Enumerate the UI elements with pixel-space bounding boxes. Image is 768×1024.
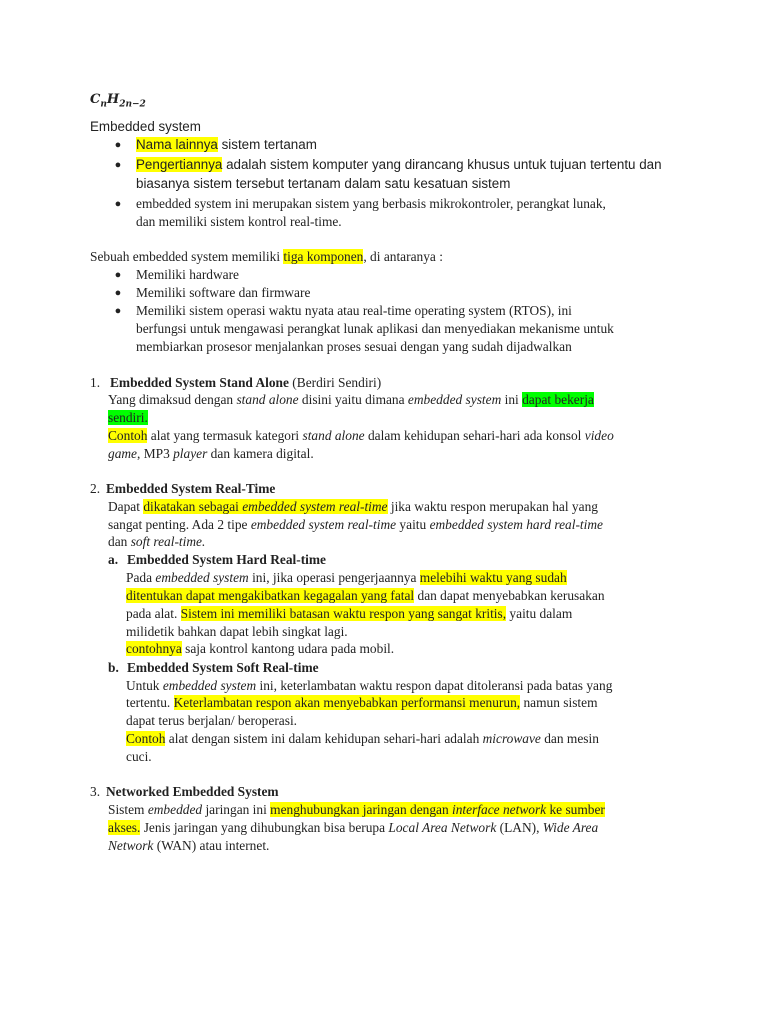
formula-h: H [106, 92, 120, 107]
section-3-number: 3. [90, 784, 101, 799]
highlight: melebihi waktu yang sudah [419, 570, 567, 585]
subsection-a-title: Embedded System Hard Real-time [127, 552, 326, 567]
text: dan mesin [540, 731, 599, 746]
italic: stand alone [236, 392, 299, 407]
text: , di antaranya : [363, 249, 443, 264]
text: yaitu [396, 517, 430, 532]
italic: stand alone [302, 428, 365, 443]
intro-bullet-2 [136, 156, 662, 174]
italic: embedded system [155, 570, 249, 585]
highlight: Sistem ini memiliki batasan waktu respon yang sangat kritis, [180, 606, 507, 621]
component-item-2: Memiliki software dan firmware [136, 285, 311, 300]
subsection-b-line-4 [126, 730, 599, 748]
subsection-a-line-1 [126, 569, 567, 587]
subsection-b-title: Embedded System Soft Real-time [127, 660, 319, 675]
text: dalam kehidupan sehari-hari ada konsol [364, 428, 585, 443]
section-2-title: Embedded System Real-Time [106, 481, 276, 496]
subsection-b-label: b. [108, 660, 119, 675]
text: Dapat [108, 499, 144, 514]
text: Jenis jaringan yang dihubungkan bisa berupa [140, 820, 389, 835]
intro-bullet-3-line-2: dan memiliki sistem kontrol real-time. [136, 214, 342, 229]
text: menghubungkan jaringan dengan [270, 802, 453, 817]
text: ke sumber [546, 802, 605, 817]
text: ini, keterlambatan waktu respon dapat ditoleransi pada batas yang [256, 678, 613, 693]
section-1-title [110, 374, 381, 392]
highlight: Nama lainnya [136, 137, 218, 152]
bullet-icon: ● [114, 159, 122, 171]
component-item-3-line-3: membiarkan prosesor menjalankan proses sesuai dengan yang sudah dijadwalkan [136, 339, 572, 354]
italic: Local Area Network [388, 820, 497, 835]
italic: game [108, 446, 138, 461]
subsection-a-label: a. [108, 552, 119, 567]
section-2-line-2 [108, 516, 603, 534]
text: Yang dimaksud dengan [108, 392, 237, 407]
text: (LAN), [496, 820, 543, 835]
highlight-green: dapat bekerja [522, 392, 594, 407]
subsection-b-line-3: dapat terus berjalan/ beroperasi. [126, 713, 298, 728]
bullet-icon: ● [114, 269, 122, 281]
text: disini yaitu dimana [298, 392, 408, 407]
subsection-a-line-5 [126, 640, 394, 658]
highlight: Contoh [108, 428, 148, 443]
text: , MP3 [137, 446, 174, 461]
subsection-b-line-2 [126, 694, 598, 712]
text: dan [108, 534, 131, 549]
italic: player [173, 446, 208, 461]
italic: embedded system [407, 392, 502, 407]
formula-c: C [90, 92, 101, 107]
text: ini, jika operasi pengerjaannya [248, 570, 420, 585]
highlight: ditentukan dapat mengakibatkan kegagalan yang fatal [126, 588, 415, 603]
text: adalah sistem komputer yang dirancang khusus untuk tujuan tertentu dan [222, 157, 662, 172]
subsection-b-line-5: cuci. [126, 749, 152, 764]
section-1-line-3 [108, 427, 614, 445]
section-2-number: 2. [90, 481, 101, 496]
text: Sebuah embedded system memiliki [90, 249, 284, 264]
section-1-line-2 [108, 409, 148, 427]
section-1-number: 1. [90, 375, 101, 390]
title-bold: Embedded System Stand Alone [110, 375, 289, 390]
bullet-icon: ● [114, 198, 122, 210]
intro-bullet-1 [136, 136, 317, 154]
text: dikatakan sebagai [143, 499, 243, 514]
text: ini [501, 392, 523, 407]
italic: embedded [147, 802, 203, 817]
text: saja kontrol kantong udara pada mobil. [181, 641, 395, 656]
subsection-a-line-3 [126, 605, 572, 623]
text: Pada [126, 570, 156, 585]
section-3-line-2 [108, 819, 598, 837]
italic: soft real-time. [130, 534, 206, 549]
text: tertentu. [126, 695, 174, 710]
bullet-icon: ● [114, 139, 122, 151]
highlight [270, 802, 605, 817]
components-lead [90, 248, 443, 266]
subsection-a-line-2 [126, 587, 605, 605]
section-3-line-1 [108, 801, 605, 819]
italic: embedded system real-time [242, 499, 388, 514]
text: pada alat. [126, 606, 181, 621]
text: dan kamera digital. [207, 446, 314, 461]
highlight: Keterlambatan respon akan menyebabkan performansi menurun, [173, 695, 521, 710]
section-3-title: Networked Embedded System [106, 784, 279, 799]
text: jaringan ini [202, 802, 271, 817]
highlight: contohnya [126, 641, 182, 656]
text: yaitu dalam [506, 606, 573, 621]
italic: interface network [452, 802, 547, 817]
section-heading: Embedded system [90, 119, 201, 134]
text: sistem tertanam [217, 137, 317, 152]
highlight: Pengertiannya [136, 157, 223, 172]
italic: embedded system hard real-time [429, 517, 603, 532]
component-item-3-line-2: berfungsi untuk mengawasi perangkat lunak aplikasi dan menyediakan mekanisme untuk [136, 321, 614, 336]
formula-sub: 2n−2 [119, 99, 146, 110]
italic: Wide Area [542, 820, 599, 835]
bullet-icon: ● [114, 305, 122, 317]
text: Sistem [108, 802, 148, 817]
section-2-line-1 [108, 498, 598, 516]
italic: microwave [482, 731, 541, 746]
highlight-green: sendiri. [108, 410, 148, 425]
section-3-line-3 [108, 837, 269, 855]
italic: embedded system [162, 678, 257, 693]
italic: Network [108, 838, 154, 853]
subsection-a-line-4: milidetik bahkan dapat lebih singkat lagi. [126, 624, 348, 639]
section-1-line-1 [108, 391, 594, 409]
section-1-line-4 [108, 445, 314, 463]
text: sangat penting. Ada 2 tipe [108, 517, 251, 532]
formula-n: n [100, 99, 107, 110]
section-2-line-3 [108, 533, 205, 551]
component-item-3: Memiliki sistem operasi waktu nyata atau real-time operating system (RTOS), ini [136, 303, 572, 318]
text: dan dapat menyebabkan kerusakan [414, 588, 605, 603]
subsection-b-line-1 [126, 677, 612, 695]
component-item-1: Memiliki hardware [136, 267, 239, 282]
text: alat dengan sistem ini dalam kehidupan sehari-hari adalah [165, 731, 483, 746]
highlight: akses. [108, 820, 141, 835]
italic: video [584, 428, 614, 443]
text: (WAN) atau internet. [153, 838, 270, 853]
text: (Berdiri Sendiri) [288, 375, 382, 390]
italic: embedded system real-time [250, 517, 397, 532]
bullet-icon: ● [114, 287, 122, 299]
formula [90, 92, 146, 110]
highlight [143, 499, 387, 514]
text: jika waktu respon merupakan hal yang [387, 499, 598, 514]
highlight: Contoh [126, 731, 166, 746]
text: alat yang termasuk kategori [147, 428, 303, 443]
text: Untuk [126, 678, 163, 693]
intro-bullet-3: embedded system ini merupakan sistem yang berbasis mikrokontroler, perangkat lunak, [136, 196, 606, 211]
intro-bullet-2-line-2: biasanya sistem tersebut tertanam dalam satu kesatuan sistem [136, 176, 511, 191]
highlight: tiga komponen [283, 249, 364, 264]
text: namun sistem [520, 695, 598, 710]
